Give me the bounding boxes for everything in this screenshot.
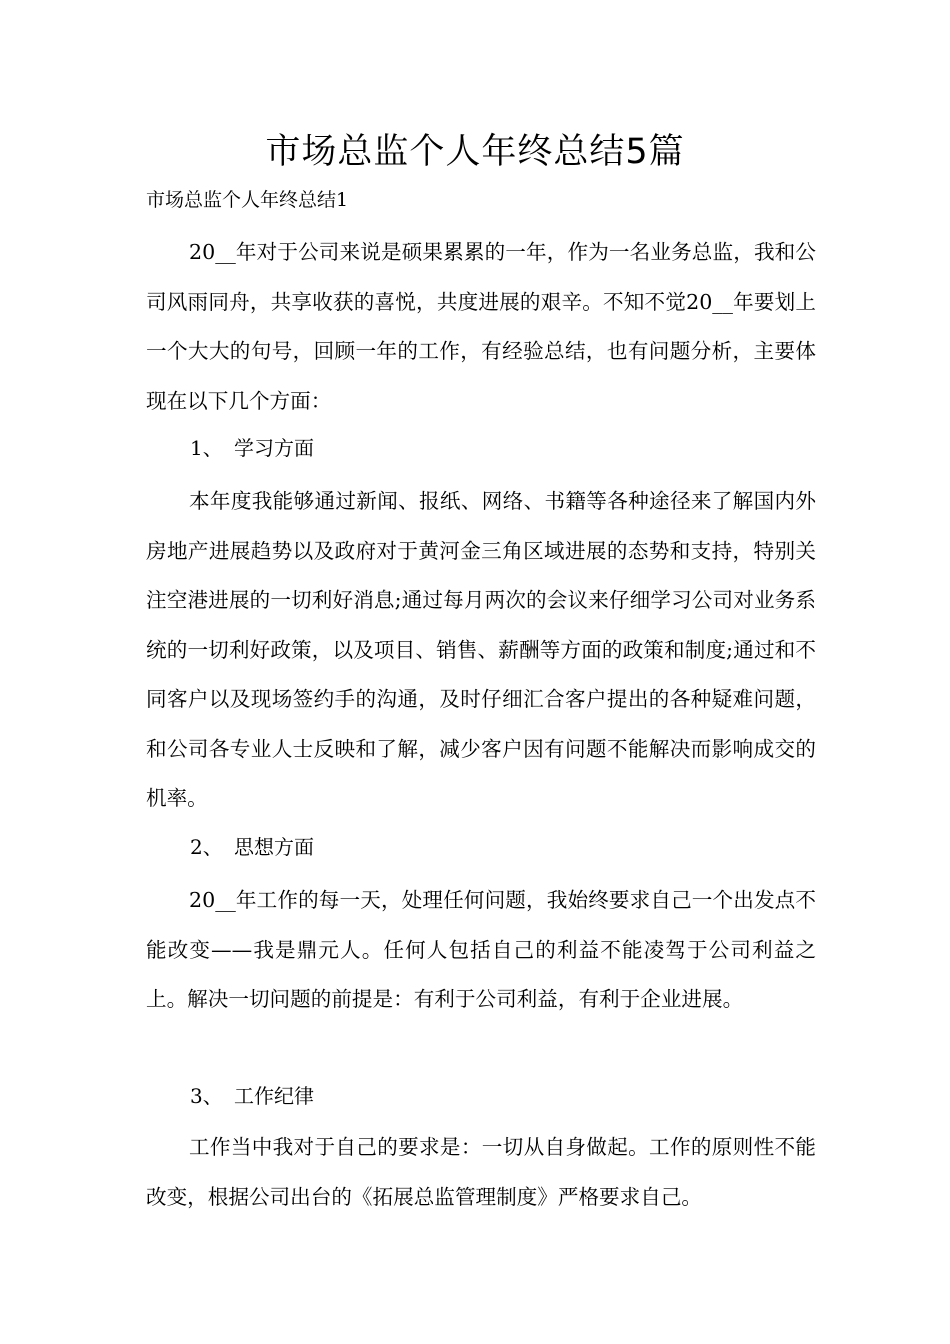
section-title-3: 工作纪律 [234,1084,314,1108]
section-number-1: 1、 [190,436,223,460]
section-heading-1 [190,433,314,463]
section-title-1: 学习方面 [234,436,314,460]
intro-paragraph: 20__年对于公司来说是硕果累累的一年，作为一名业务总监，我和公司风雨同舟，共享收获的喜悦，共度进展的艰辛。不知不觉20__年要划上一个大大的句号，回顾一年的工作，有经验总结，也有问题分析，主要体现在以下几个方面： [146,240,816,413]
document-subtitle: 市场总监个人年终总结1 [146,189,349,211]
section-heading-2 [190,832,314,862]
section-number-2: 2、 [190,835,223,859]
section-title-2: 思想方面 [234,835,314,859]
document-title: 市场总监个人年终总结5篇 [265,132,685,172]
section-body-2: 20__年工作的每一天，处理任何问题，我始终要求自己一个出发点不能改变——我是鼎元人。任何人包括自己的利益不能凌驾于公司利益之上。解决一切问题的前提是：有利于公司利益，有利于企业进展。 [146,888,816,1011]
section-body-3: 工作当中我对于自己的要求是：一切从自身做起。工作的原则性不能改变，根据公司出台的《拓展总监管理制度》严格要求自己。 [146,1135,816,1209]
section-heading-3 [190,1081,314,1111]
section-number-3: 3、 [190,1084,223,1108]
section-body-1: 本年度我能够通过新闻、报纸、网络、书籍等各种途径来了解国内外房地产进展趋势以及政府对于黄河金三角区域进展的态势和支持，特别关注空港进展的一切利好消息;通过每月两次的会议来仔细学习公司对业务系统的一切利好政策，以及项目、销售、薪酬等方面的政策和制度;通过和不同客户以及现场签约手的沟通，及时仔细汇合客户提出的各种疑难问题，和公司各专业人士反映和了解，减少客户因有问题不能解决而影响成交的机率。 [146,489,816,810]
